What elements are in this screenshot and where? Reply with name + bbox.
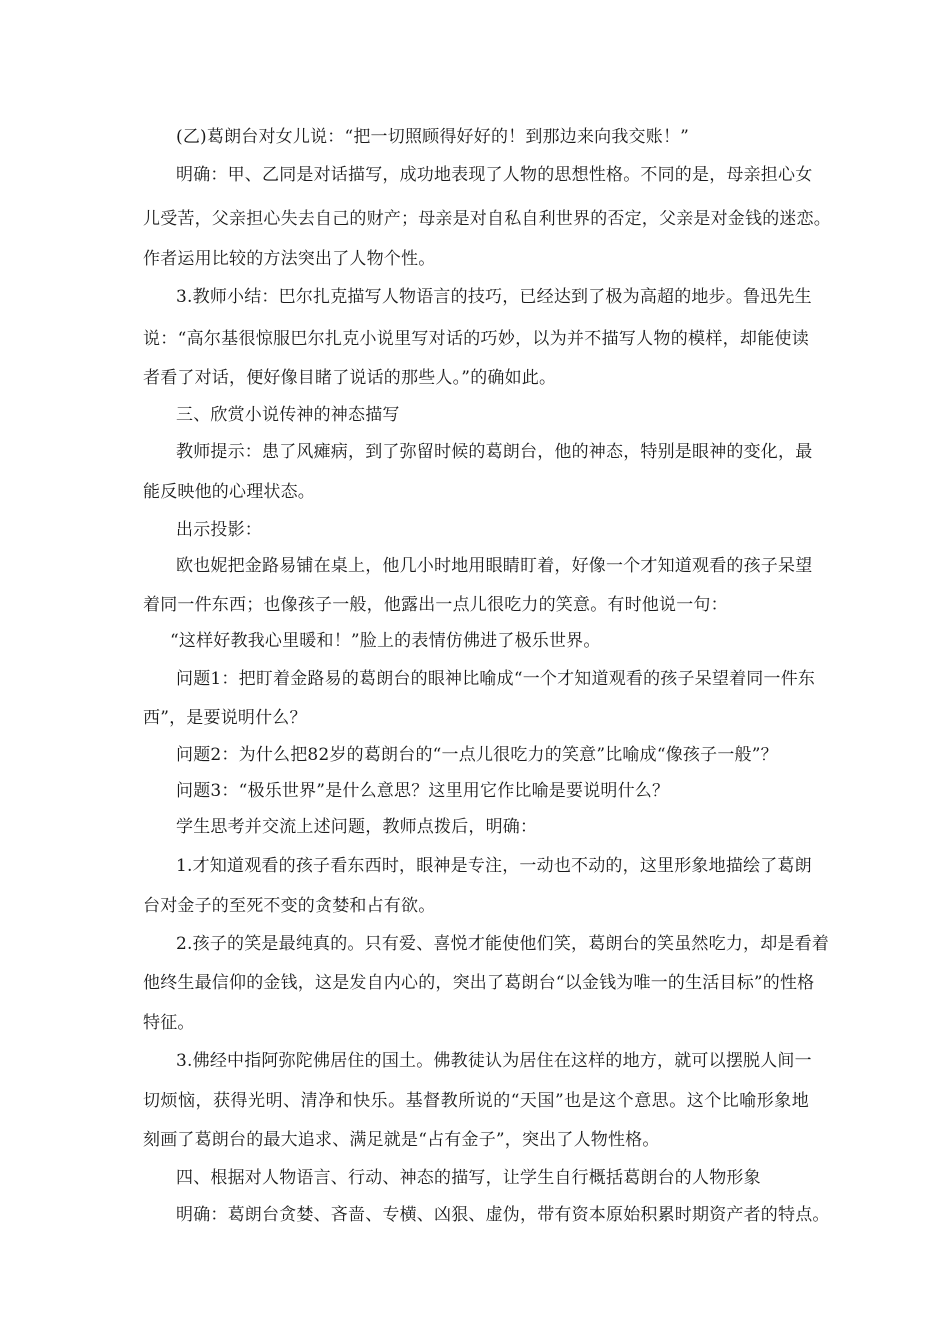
text-line: 明确：甲、乙同是对话描写，成功地表现了人物的思想性格。不同的是，母亲担心女	[176, 165, 813, 185]
text-line: 明确：葛朗台贪婪、吝啬、专横、凶狠、虚伪，带有资本原始积累时期资产者的特点。	[176, 1205, 830, 1225]
text-line: 者看了对话，便好像目睹了说话的那些人。”的确如此。	[143, 368, 557, 388]
text-line: 欧也妮把金路易铺在桌上，他几小时地用眼睛盯着，好像一个才知道观看的孩子呆望	[176, 556, 813, 576]
question-line: 问题2：为什么把82岁的葛朗台的“一点儿很吃力的笑意”比喻成“像孩子一般”？	[176, 745, 778, 765]
question-line: 问题1：把盯着金路易的葛朗台的眼神比喻成“一个才知道观看的孩子呆望着同一件东	[176, 669, 816, 689]
text-line: 能反映他的心理状态。	[143, 482, 315, 502]
text-line: 着同一件东西；也像孩子一般，他露出一点儿很吃力的笑意。有时他说一句：	[143, 595, 728, 615]
text-line: 特征。	[143, 1013, 195, 1033]
text-line: 出示投影：	[176, 520, 262, 540]
text-line: (乙)葛朗台对女儿说：“把一切照顾得好好的！到那边来向我交账！”	[176, 127, 690, 147]
text-line: 台对金子的至死不变的贪婪和占有欲。	[143, 896, 436, 916]
text-line: 西”，是要说明什么？	[143, 708, 307, 728]
text-line: 1.才知道观看的孩子看东西时，眼神是专注，一动也不动的，这里形象地描绘了葛朗	[176, 856, 812, 876]
text-line: 切烦恼，获得光明、清净和快乐。基督教所说的“天国”也是这个意思。这个比喻形象地	[143, 1091, 809, 1111]
text-line: 他终生最信仰的金钱，这是发自内心的，突出了葛朗台“以金钱为唯一的生活目标”的性格	[143, 973, 815, 993]
text-line: 学生思考并交流上述问题，教师点拨后，明确：	[176, 817, 538, 837]
text-line: 儿受苦，父亲担心失去自己的财产；母亲是对自私自利世界的否定，父亲是对金钱的迷恋。	[143, 209, 831, 229]
text-line: 作者运用比较的方法突出了人物个性。	[143, 249, 436, 269]
text-line: 3.教师小结：巴尔扎克描写人物语言的技巧，已经达到了极为高超的地步。鲁迅先生	[176, 287, 812, 307]
section-heading: 三、欣赏小说传神的神态描写	[176, 405, 400, 425]
text-line: 说：“高尔基很惊服巴尔扎克小说里写对话的巧妙，以为并不描写人物的模样，却能使读	[143, 329, 809, 349]
section-heading: 四、根据对人物语言、行动、神态的描写，让学生自行概括葛朗台的人物形象	[176, 1168, 761, 1188]
quote-line: “这样好教我心里暖和！”脸上的表情仿佛进了极乐世界。	[170, 631, 601, 651]
text-line: 2.孩子的笑是最纯真的。只有爱、喜悦才能使他们笑，葛朗台的笑虽然吃力，却是看着	[176, 934, 830, 954]
text-line: 3.佛经中指阿弥陀佛居住的国土。佛教徒认为居住在这样的地方，就可以摆脱人间一	[176, 1051, 812, 1071]
text-line: 刻画了葛朗台的最大追求、满足就是“占有金子”，突出了人物性格。	[143, 1130, 660, 1150]
question-line: 问题3：“极乐世界”是什么意思？这里用它作比喻是要说明什么？	[176, 781, 670, 801]
text-line: 教师提示：患了风瘫病，到了弥留时候的葛朗台，他的神态，特别是眼神的变化，最	[176, 442, 813, 462]
